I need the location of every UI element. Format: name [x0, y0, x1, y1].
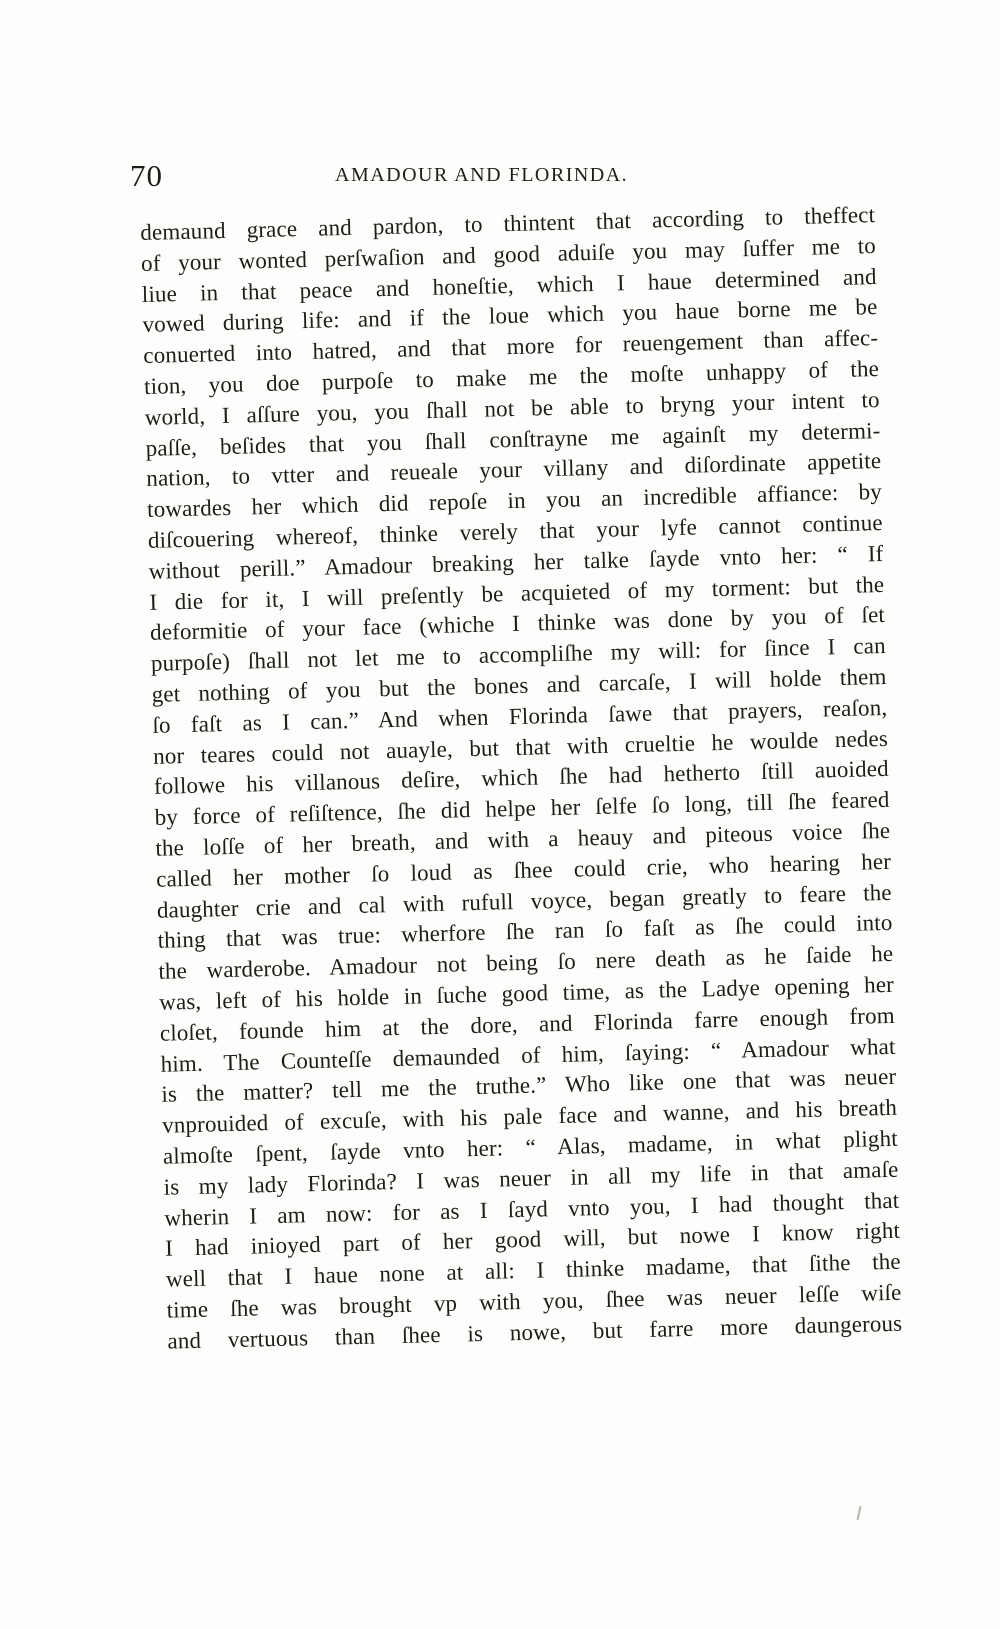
running-head: AMADOUR AND FLORINDA. — [335, 164, 629, 186]
text-line: paſſe, beſides that you ſhall conſtrayne me againſt my determi- — [145, 417, 881, 461]
text-line: daughter crie and cal with rufull voyce, began greatly to feare the — [156, 879, 892, 923]
text-line: cloſet, founde him at the dore, and Florinda farre enough from — [159, 1002, 896, 1046]
text-line: was, left of his holde in ſuche good time, as the Ladye opening her — [158, 971, 895, 1015]
text-line: deformitie of your face (whiche I thinke was done by you of ſet — [149, 602, 886, 646]
text-line: and vertuous than ſhee is nowe, but farre more daungerous — [167, 1310, 903, 1354]
text-line: diſcouering whereof, thinke verely that your lyfe cannot continue — [147, 509, 883, 553]
text-line: conuerted into hatred, and that more for reuengement than affec- — [143, 325, 879, 369]
page-number: 70 — [130, 158, 163, 193]
text-line: ſo faſt as I can.” And when Florinda ſawe that prayers, reaſon, — [152, 694, 888, 738]
text-line: time ſhe was brought vp with you, ſhee was neuer leſſe wiſe — [166, 1279, 902, 1323]
text-line: called her mother ſo loud as ſhee could crie, who hearing her — [155, 848, 892, 892]
text-line: of your wonted perſwaſion and good aduiſe you may ſuffer me to — [140, 232, 877, 276]
text-line: the warderobe. Amadour not being ſo nere death as he ſaide he — [158, 940, 894, 984]
text-line: towardes her which did repoſe in you an incredible affiance: by — [146, 479, 883, 523]
text-line: nor teares could not auayle, but that with crueltie he woulde nedes — [152, 725, 889, 769]
text-line: get nothing of you but the bones and carcaſe, I will holde them — [151, 663, 887, 707]
text-line: without perill.” Amadour breaking her talke ſayde vnto her: “ If — [148, 540, 884, 584]
text-line: well that I haue none at all: I thinke madame, that ſithe the — [165, 1248, 902, 1292]
text-line: wherin I am now: for as I ſayd vnto you, I had thought that — [164, 1187, 900, 1231]
text-line: liue in that peace and honeſtie, which I haue determined and — [141, 263, 877, 307]
text-line: followe his villanous deſire, which ſhe had hetherto ſtill auoided — [153, 756, 889, 800]
text-line: nation, to vtter and reueale your villany and diſordinate appetite — [146, 448, 882, 492]
body-text — [140, 200, 903, 1357]
text-line: by force of reſiſtence, ſhe did helpe her ſelfe ſo long, till ſhe feared — [154, 787, 890, 830]
text-line: vowed during life: and if the loue which you haue borne me be — [142, 294, 878, 338]
text-line: almoſte ſpent, ſayde vnto her: “ Alas, madame, in what plight — [162, 1125, 899, 1169]
page-header — [130, 158, 890, 198]
text-line: thing that was true: wherfore ſhe ran ſo faſt as ſhe could into — [157, 910, 893, 954]
text-line: the loſſe of her breath, and with a heauy and piteous voice ſhe — [155, 817, 891, 861]
text-line: is the matter? tell me the truthe.” Who like one that was neuer — [161, 1064, 897, 1108]
text-line: vnprouided of excuſe, with his pale face and wanne, and his breath — [161, 1094, 898, 1138]
text-line: is my lady Florinda? I was neuer in all my life in that amaſe — [163, 1156, 899, 1200]
text-line: I had inioyed part of her good will, but nowe I know right — [164, 1218, 901, 1261]
page-blemish — [857, 1506, 862, 1520]
text-line: tion, you doe purpoſe to make me the moſte unhappy of the — [143, 355, 880, 399]
text-line: world, I aſſure you, you ſhall not be able to bryng your intent to — [144, 386, 880, 430]
text-line: him. The Counteſſe demaunded of him, ſaying: “ Amadour what — [160, 1033, 896, 1077]
text-line: purpoſe) ſhall not let me to accompliſhe my will: for ſince I can — [150, 633, 886, 677]
text-line: I die for it, I will preſently be acquieted of my torment: but the — [149, 571, 885, 615]
text-line: demaund grace and pardon, to thintent that according to theffect — [140, 202, 876, 245]
